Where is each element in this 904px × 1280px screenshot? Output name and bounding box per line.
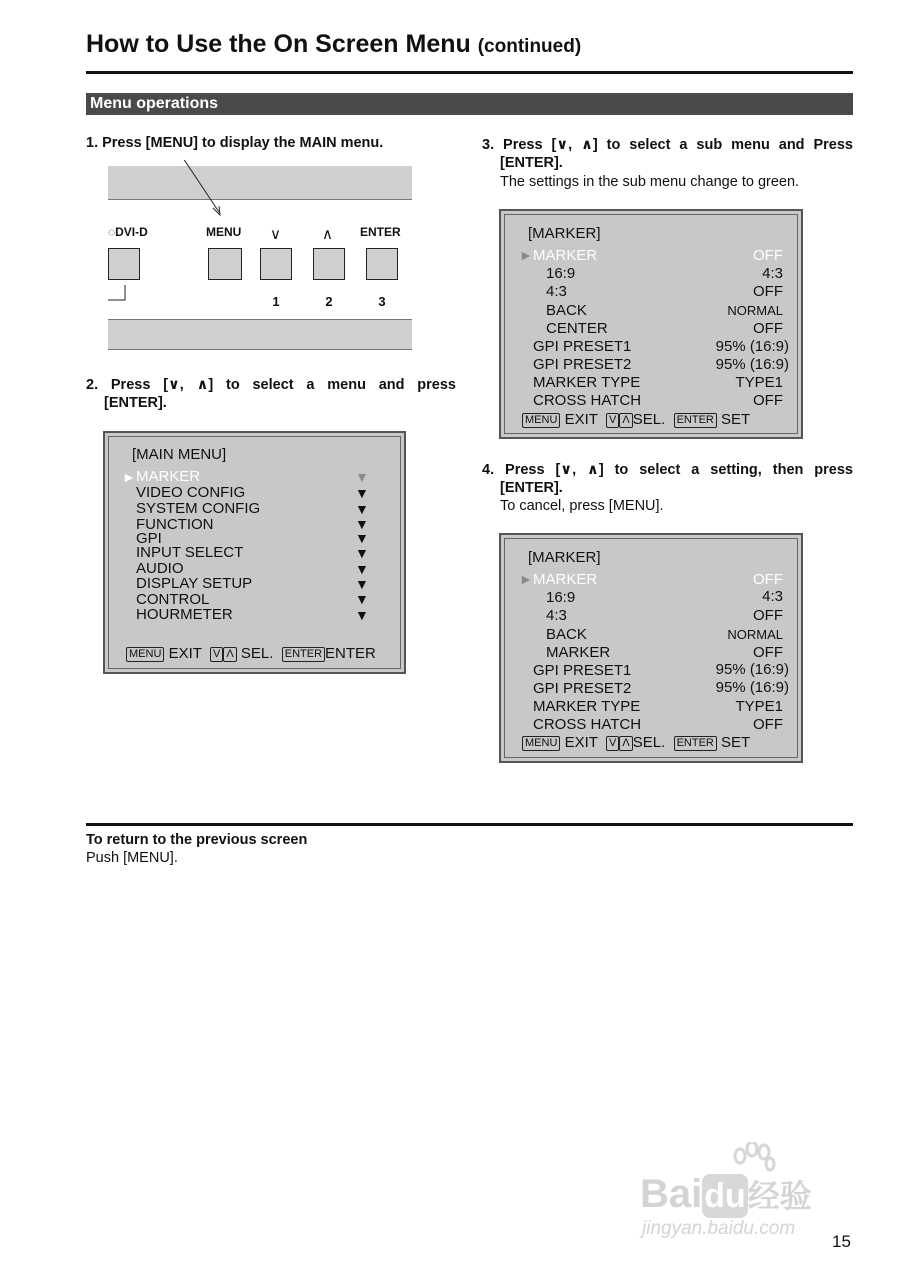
- setting-label-marker-sub[interactable]: MARKER: [546, 644, 611, 661]
- main-menu-title: [MAIN MENU]: [132, 446, 227, 463]
- setting-value-marker: OFF: [753, 571, 783, 588]
- step1-text: 1. Press [MENU] to display the MAIN menu.: [86, 135, 384, 151]
- down-button[interactable]: [260, 248, 292, 280]
- down-arrow-label: ∨: [270, 226, 281, 243]
- setting-value-marker-type: TYPE1: [735, 698, 783, 715]
- setting-value-cross-hatch: OFF: [753, 716, 783, 733]
- menu-item-system-config[interactable]: SYSTEM CONFIG: [136, 500, 261, 517]
- section-rule: [86, 823, 853, 826]
- up-key: Λ: [619, 736, 632, 751]
- pointer-icon: ►: [519, 247, 533, 263]
- step2-line2: [ENTER].: [104, 395, 167, 411]
- setting-label-back[interactable]: BACK: [546, 302, 587, 319]
- setting-label-back[interactable]: BACK: [546, 626, 587, 643]
- submenu-arrow-icon: ▼: [355, 530, 369, 546]
- setting-label-gpi-preset1[interactable]: GPI PRESET1: [533, 338, 632, 355]
- marker-menu-panel-2: [499, 533, 803, 763]
- exit-hint: EXIT: [168, 645, 202, 662]
- title-main: How to Use the On Screen Menu: [86, 30, 471, 58]
- up-key: Λ: [619, 413, 632, 428]
- watermark-brand: Baidu经验: [640, 1172, 812, 1216]
- menu-item-control[interactable]: CONTROL: [136, 591, 210, 608]
- setting-value-cross-hatch: OFF: [753, 392, 783, 409]
- return-text: Push [MENU].: [86, 850, 178, 866]
- enter-hint: ENTER: [325, 645, 376, 662]
- step2-line1: 2. Press [∨, ∧] to select a menu and press: [86, 377, 456, 393]
- menu-button[interactable]: [208, 248, 242, 280]
- setting-label-marker-type[interactable]: MARKER TYPE: [533, 698, 641, 715]
- dvi-d-label: ◌DVI-D: [108, 225, 148, 239]
- enter-key: ENTER: [282, 647, 325, 662]
- menu-item-function[interactable]: FUNCTION: [136, 516, 214, 533]
- setting-value-gpi-preset1: 95% (16:9): [715, 338, 789, 355]
- sel-hint: SEL.: [632, 734, 666, 751]
- submenu-arrow-icon: ▼: [355, 607, 369, 623]
- title-rule: [86, 71, 853, 74]
- marker-menu-panel-1: [499, 209, 803, 439]
- menu-item-video-config[interactable]: VIDEO CONFIG: [136, 484, 246, 501]
- setting-value-center: OFF: [753, 320, 783, 337]
- button-number-3: 3: [378, 294, 386, 309]
- menu-item-gpi[interactable]: GPI: [136, 530, 162, 547]
- enter-label: ENTER: [360, 225, 401, 239]
- menu-item-input-select[interactable]: INPUT SELECT: [136, 544, 244, 561]
- set-hint: SET: [721, 734, 751, 751]
- setting-value-gpi-preset2: 95% (16:9): [715, 356, 789, 373]
- up-button[interactable]: [313, 248, 345, 280]
- main-menu-footer: [126, 645, 376, 663]
- setting-value-back: NORMAL: [727, 303, 783, 318]
- setting-value-marker-sub: OFF: [753, 644, 783, 661]
- menu-item-marker[interactable]: MARKER: [136, 468, 201, 485]
- pointer-icon: ►: [122, 469, 136, 485]
- watermark-url: jingyan.baidu.com: [642, 1218, 796, 1239]
- submenu-arrow-icon: ▼: [355, 545, 369, 561]
- setting-value-4-3: OFF: [753, 283, 783, 300]
- down-key: V: [606, 413, 619, 428]
- menu-item-audio[interactable]: AUDIO: [136, 560, 184, 577]
- button-number-2: 2: [325, 294, 333, 309]
- setting-value-gpi-preset1: 95% (16:9): [715, 661, 789, 678]
- title-suffix: (continued): [477, 36, 582, 57]
- step3-line1: 3. Press [∨, ∧] to select a sub menu and Press: [482, 137, 853, 153]
- submenu-arrow-icon: ▼: [355, 516, 369, 532]
- exit-hint: EXIT: [564, 734, 598, 751]
- setting-label-gpi-preset2[interactable]: GPI PRESET2: [533, 680, 632, 697]
- setting-value-back: NORMAL: [727, 627, 783, 642]
- sel-hint: SEL.: [240, 645, 274, 662]
- setting-label-gpi-preset1[interactable]: GPI PRESET1: [533, 662, 632, 679]
- submenu-arrow-icon: ▼: [355, 561, 369, 577]
- setting-label-gpi-preset2[interactable]: GPI PRESET2: [533, 356, 632, 373]
- setting-label-marker[interactable]: MARKER: [533, 571, 598, 588]
- setting-label-marker-type[interactable]: MARKER TYPE: [533, 374, 641, 391]
- step4-line2: [ENTER].: [500, 480, 563, 496]
- setting-label-cross-hatch[interactable]: CROSS HATCH: [533, 392, 642, 409]
- dvi-d-button[interactable]: [108, 248, 140, 280]
- marker-menu-title: [MARKER]: [528, 225, 601, 242]
- down-key: V: [210, 647, 223, 662]
- page-title: [86, 30, 581, 59]
- return-title: To return to the previous screen: [86, 832, 308, 848]
- step4-line1: 4. Press [∨, ∧] to select a setting, then press: [482, 462, 853, 478]
- up-key: Λ: [223, 647, 236, 662]
- setting-value-4-3: OFF: [753, 607, 783, 624]
- up-arrow-label: ∧: [322, 226, 333, 243]
- submenu-arrow-icon: ▼: [355, 591, 369, 607]
- enter-key: ENTER: [674, 413, 717, 428]
- set-hint: SET: [721, 411, 751, 428]
- menu-key: MENU: [126, 647, 164, 662]
- setting-value-marker: OFF: [753, 247, 783, 264]
- dvi-arc-icon: ◌: [108, 225, 116, 239]
- menu-item-hourmeter[interactable]: HOURMETER: [136, 606, 233, 623]
- remote-diagram: [86, 160, 426, 352]
- setting-label-16-9[interactable]: 16:9: [546, 265, 576, 282]
- setting-value-16-9: 4:3: [762, 588, 783, 605]
- pointer-icon: ►: [519, 571, 533, 587]
- submenu-arrow-icon: ▼: [355, 576, 369, 592]
- setting-label-4-3[interactable]: 4:3: [546, 283, 567, 300]
- marker-menu-title: [MARKER]: [528, 549, 601, 566]
- submenu-arrow-icon: ▼: [355, 485, 369, 501]
- setting-label-marker[interactable]: MARKER: [533, 247, 598, 264]
- enter-button[interactable]: [366, 248, 398, 280]
- setting-label-cross-hatch[interactable]: CROSS HATCH: [533, 716, 642, 733]
- step3-note: The settings in the sub menu change to green.: [500, 174, 800, 190]
- button-number-1: 1: [272, 294, 280, 309]
- baidu-watermark: [640, 1142, 855, 1247]
- sel-hint: SEL.: [632, 411, 666, 428]
- page-number: 15: [832, 1232, 851, 1251]
- down-key: V: [606, 736, 619, 751]
- setting-label-16-9[interactable]: 16:9: [546, 589, 576, 606]
- exit-hint: EXIT: [564, 411, 598, 428]
- marker-menu-footer: [522, 411, 750, 429]
- setting-value-marker-type: TYPE1: [735, 374, 783, 391]
- marker-menu-footer: [522, 734, 750, 752]
- setting-value-gpi-preset2: 95% (16:9): [715, 679, 789, 696]
- setting-value-16-9: 4:3: [762, 265, 783, 282]
- setting-label-4-3[interactable]: 4:3: [546, 607, 567, 624]
- enter-key: ENTER: [674, 736, 717, 751]
- setting-label-center[interactable]: CENTER: [546, 320, 608, 337]
- menu-key: MENU: [522, 736, 560, 751]
- menu-key: MENU: [522, 413, 560, 428]
- submenu-arrow-icon: ▼: [355, 501, 369, 517]
- menu-label: MENU: [206, 225, 242, 239]
- menu-item-display-setup[interactable]: DISPLAY SETUP: [136, 575, 253, 592]
- step4-note: To cancel, press [MENU].: [500, 498, 664, 514]
- section-header: Menu operations: [86, 93, 853, 115]
- main-menu-panel: [103, 431, 406, 674]
- step3-line2: [ENTER].: [500, 155, 563, 171]
- submenu-arrow-icon: ▼: [355, 469, 369, 485]
